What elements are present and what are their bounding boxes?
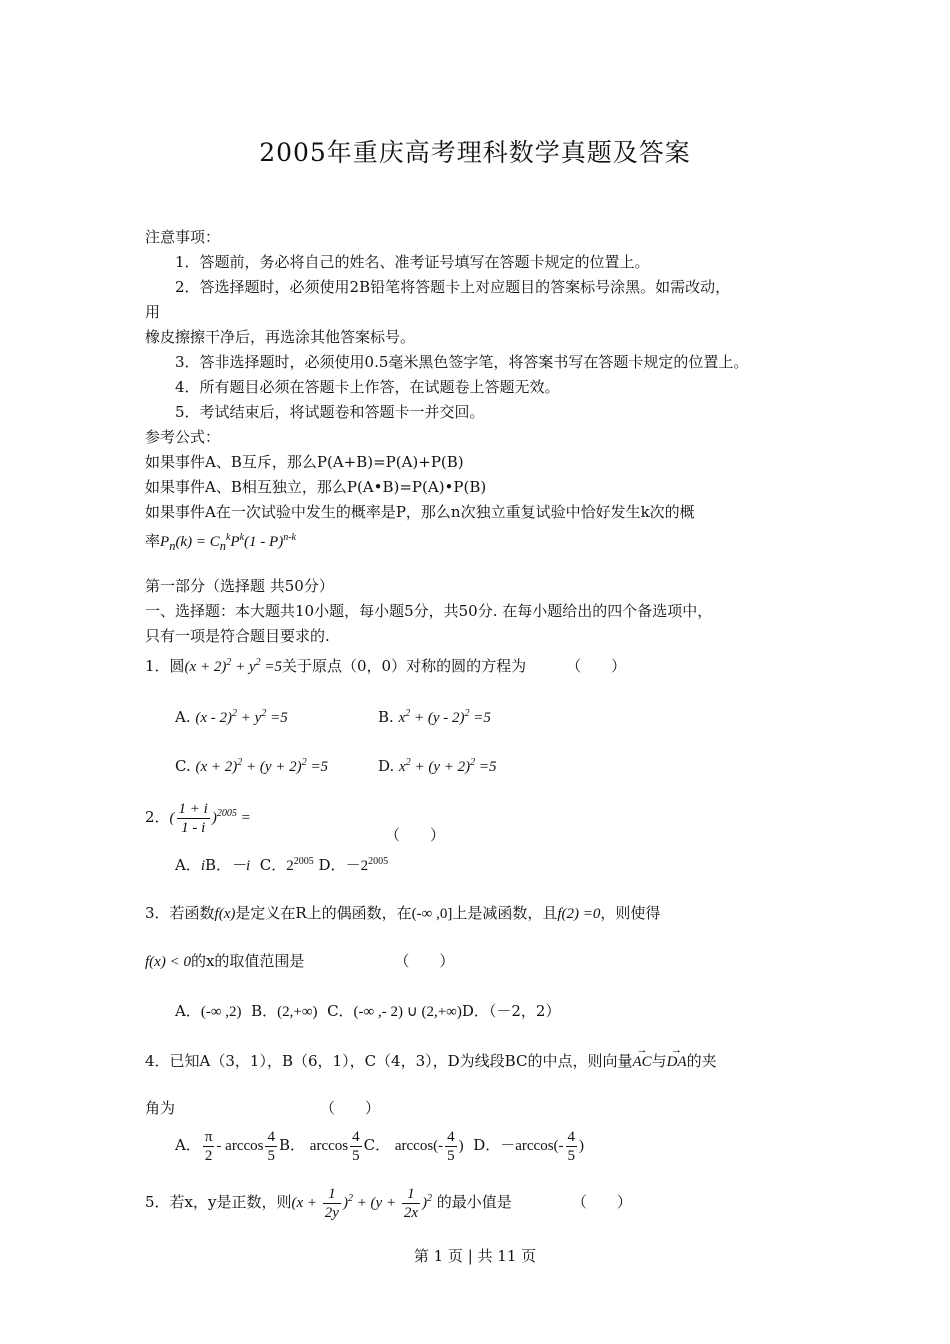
question-5: 5．若x，y是正数，则(x + $\frac{1}{2y}$ )$^2$ + (y + $\frac{1}{2x}$ )$^2$ 的最小值是 （ ）: [145, 1186, 632, 1221]
circle-equation: $(x + 2)^2 + y^2 =5$: [184, 657, 282, 675]
q1-option-a: A. $(x - 2)^2 + y^2 =5$: [175, 708, 288, 726]
notice-heading: 注意事项：: [145, 228, 221, 246]
notice-item: 3．答非选择题时，必须使用0.5毫米黑色签字笔，将答案书写在答题卡规定的位置上。: [175, 353, 749, 371]
vector-da: → DA: [667, 1051, 687, 1073]
formula-line: [145, 527, 296, 557]
part1-intro: 一、选择题：本大题共10小题，每小题5分，共50分. 在每小题给出的四个备选项中，: [145, 602, 713, 620]
q1-option-d: D. $x^2 + (y + 2)^2 =5$: [378, 757, 497, 775]
page-title: 2005年重庆高考理科数学真题及答案: [259, 138, 691, 167]
formula-line: 如果事件A、B相互独立，那么P(A•B)=P(A)•P(B): [145, 478, 487, 496]
notice-item: 2．答选择题时，必须使用2B铅笔将答题卡上对应题目的答案标号涂黑。如需改动，: [175, 278, 731, 296]
question-4: 4．已知A（3，1），B（6，1），C（4，3），D为线段BC的中点，则向量→ AC与→ DA的夹: [145, 1050, 717, 1073]
question-3: 3．若函数f(x)是定义在R上的偶函数，在(-∞ ,0]上是减函数，且f(2) =0，则使得: [145, 904, 661, 922]
answer-paren: （ ）: [571, 1192, 632, 1211]
formula-prefix: 率: [145, 532, 161, 550]
vector-ac: → AC: [632, 1051, 651, 1073]
notice-item: 1．答题前，务必将自己的姓名、准考证号填写在答题卡规定的位置上。: [175, 253, 650, 271]
answer-paren: （ ）: [385, 826, 446, 844]
answer-paren: （ ）: [320, 1099, 381, 1117]
binomial-formula: $P_n(k) = C_n^kP^k(1 - P)^{n-k}$: [160, 532, 296, 553]
question-2: 2．( $\frac{1 + i}{1 - i}$ )$^{2005}$ =: [145, 801, 251, 836]
part1-heading: 第一部分（选择题 共50分）: [145, 577, 334, 595]
page-footer: 第 1 页 | 共 11 页: [413, 1247, 537, 1265]
question-4-cont: 角为 （ ）: [145, 1099, 381, 1117]
formula-line: 如果事件A、B互斥，那么P(A+B)=P(A)+P(B): [145, 453, 464, 471]
answer-paren: （ ）: [394, 952, 455, 970]
notice-item: 用: [145, 303, 161, 321]
formulas-heading: 参考公式：: [145, 428, 221, 446]
formula-line: 如果事件A在一次试验中发生的概率是P，那么n次独立重复试验中恰好发生k次的概: [145, 503, 695, 521]
q2-options: A．iB．－i C．$2^{2005}$ D．$-2^{2005}$: [175, 856, 389, 874]
q3-options: A．(-∞ ,2) B．(2,+∞) C．(-∞ ,- 2) ∪ (2,+∞)D．（－2，2）: [175, 1002, 561, 1020]
q1-option-c: C. $(x + 2)^2 + (y + 2)^2 =5$: [175, 757, 329, 775]
notice-item: 4．所有题目必须在答题卡上作答，在试题卷上答题无效。: [175, 378, 560, 396]
question-1: 1．圆$(x + 2)^2 + y^2 =5$关于原点（0，0）对称的圆的方程为 （ ）: [145, 657, 627, 675]
notice-item: 橡皮擦擦干净后，再选涂其他答案标号。: [145, 328, 416, 346]
q4-options: A． $\frac{\pi}{2}$ - arccos $\frac{4}{5}$ B． arccos $\frac{4}{5}$ C． arccos(- $\frac{4}{5}$ ) D．－arccos(- $\frac{4}{5}$ ): [175, 1129, 585, 1164]
answer-paren: （ ）: [566, 657, 627, 675]
complex-expression: ( $\frac{1 + i}{1 - i}$ )$^{2005}$ =: [169, 801, 251, 836]
part1-intro: 只有一项是符合题目要求的.: [145, 627, 330, 645]
question-3-cont: f(x) < 0的x的取值范围是 （ ）: [145, 952, 455, 970]
notice-item: 5．考试结束后，将试题卷和答题卡一并交回。: [175, 403, 485, 421]
q1-option-b: B. $x^2 + (y - 2)^2 =5$: [378, 708, 491, 726]
